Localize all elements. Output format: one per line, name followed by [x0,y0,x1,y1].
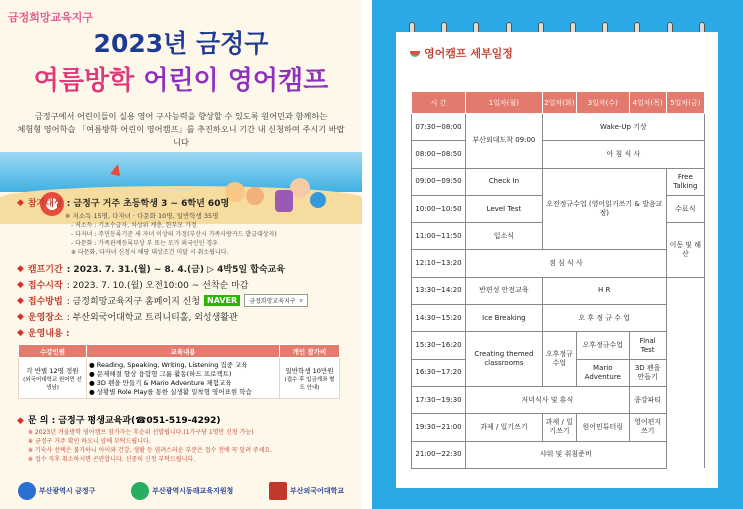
content-item: ● 문제해결 향상 융합형 그룹 활동(하드 프로젝트) [89,370,232,378]
content-item: ● 상황별 Role Play를 통한 실생활 밀착형 영어표현 학습 [89,388,252,396]
title-part-a: 여름방학 [33,66,144,96]
schedule-panel [372,0,743,509]
note-item: ※ 금정구 거주 확인 하오니 양해 부탁드립니다. [28,438,151,445]
schedule-header: 1일차(월) [466,92,543,114]
table-header: 개인 참가비 [280,345,340,358]
content-item: ● 3D 펜을 만들기 & Mario Adventure 체험교육 [89,379,232,387]
schedule-header: 4일차(목) [629,92,666,114]
schedule-cell: 영어편지쓰기 [629,414,666,441]
schedule-cell: Ice Breaking [466,305,543,332]
title-part-b: 어린이 영어캠프 [143,66,329,96]
schedule-header: 2일차(화) [542,92,576,114]
schedule-cell: 수료식 [666,195,704,222]
schedule-table [411,91,705,469]
search-icon: ⌕ [299,296,303,304]
schedule-cell: 종강파티 [629,386,666,413]
schedule-cell: 샤워 및 취침준비 [466,441,667,468]
target-note3: - 다자녀 : 주민등록기준 세 자녀 이상의 가정(부산시 가족사랑카드 발급대상자) [71,231,277,238]
target-row [17,196,337,209]
schedule-cell-empty [666,277,704,468]
content-label: 운영내용 : [27,329,70,339]
schedule-cell: 저녁식사 및 휴식 [466,386,630,413]
intro-line1: 금정구에서 어린이들이 실용 영어 구사능력을 향상할 수 있도록 원어민과 함께하는 [34,111,328,121]
logo-dongnae: 부산광역시동래교육지원청 [131,482,233,500]
time-cell: 16:30~17:20 [412,359,466,386]
schedule-cell: H R [542,277,666,304]
fee-note: (접수 후 입금계좌 별도 안내) [284,376,335,391]
schedule-cell: 오후정규수업 [542,332,576,387]
schedule-cell: 오 후 정 규 수 업 [542,305,666,332]
time-cell: 17:30~19:30 [412,386,466,413]
naver-logo: NAVER [204,295,240,306]
brand-logo-text: 금정희망교육지구 [8,11,94,24]
watermelon-icon: ◆ [17,327,24,338]
watermelon-icon: ◆ [17,197,24,208]
apply-method-label: 접수방법 [27,297,63,307]
target-value: : 금정구 거주 초등학생 3 ~ 6학년 60명 [66,199,230,209]
schedule-paper [396,32,718,488]
schedule-cell: 오전정규수업 (영어읽기쓰기 & 발음교정) [542,168,666,250]
search-text: 금정희망교육지구 [249,298,296,305]
target-note2: - 저소득 : 기초수급자, 차상위 계층, 한부모 가정 [71,222,197,229]
schedule-header: 5일차(금) [666,92,704,114]
watermelon-icon: ◆ [17,263,24,274]
target-note5: ※ 다문화, 다자녀 신청시 해당 대상조건 미달 시 취소됩니다. [71,249,229,256]
note-item: ※ 기숙사 선택은 불가하니 아이와 건강, 생활 등 염려스러운 부분은 접수 전에 꼭 알려 주세요. [28,447,273,454]
poster-panel [0,0,362,509]
apply-start-value: : 2023. 7. 10.(월) 오전10:00 ~ 선착순 마감 [66,281,249,291]
schedule-cell: 3D 펜을만들기 [629,359,666,386]
schedule-cell: 입소식 [466,223,543,250]
period-value: : 2023. 7. 31.(월) ~ 8. 4.(금) ▷ 4박5일 합숙교육 [66,265,285,275]
time-cell: 12:10~13:20 [412,250,466,277]
time-cell: 09:00~09:50 [412,168,466,195]
venue-row [17,310,337,323]
apply-method-value: : 금정희망교육지구 홈페이지 신청 [66,297,201,307]
apply-start-label: 접수시작 [27,281,63,291]
watermelon-icon: ◆ [17,279,24,290]
schedule-cell: 과제 / 일기쓰기 [542,414,576,441]
time-cell: 11:00~11:50 [412,223,466,250]
geumjeong-emblem-icon [18,482,36,500]
schedule-title: 영어캠프 세부일정 [410,45,513,61]
logo-bar [0,473,362,509]
time-cell: 14:30~15:20 [412,305,466,332]
time-cell: 15:30~16:20 [412,332,466,359]
schedule-cell: 점 심 식 사 [466,250,667,277]
target-label: 참가대상 [27,199,63,209]
people-value: 각 반별 12명 정원 [26,366,79,375]
info-section [17,196,337,342]
poster-title-line2 [0,60,362,97]
time-cell: 21:00~22:30 [412,441,466,468]
schedule-cell: Check In [466,168,543,195]
note-item: ※ 접수 직후 취소하시면 곤란합니다. 신중히 신청 부탁드립니다. [28,456,196,463]
target-note1: ※ 저소득 15명, 다자녀 · 다문화 10명, 일반학생 35명 [65,212,219,220]
table-header: 수강인원 [19,345,87,358]
watermelon-icon: ◆ [17,295,24,306]
table-header: 교육내용 [87,345,280,358]
venue-value: : 부산외국어대학교 트리니티홀, 외성생활관 [66,313,238,323]
schedule-cell: Free Talking [666,168,704,195]
table-cell-contents [87,358,280,399]
time-cell: 08:00~08:50 [412,141,466,168]
intro-line2: 체험형 영어학습 「여름방학 어린이 영어캠프」를 추진하오니 기간 내 신청하여 주시기 바랍니다 [17,124,345,147]
schedule-cell: 원어민튜터링 [576,414,629,441]
notes-list [28,428,272,464]
apply-start-row [17,278,337,291]
schedule-header: 3일차(수) [576,92,629,114]
time-cell: 13:30~14:20 [412,277,466,304]
schedule-cell: 아 침 식 사 [542,141,704,168]
watermelon-icon [410,51,420,57]
watermelon-icon: ◆ [17,416,24,426]
program-table [18,344,340,399]
logo-geumjeong: 부산광역시 금정구 [18,482,96,500]
office-emblem-icon [131,482,149,500]
schedule-cell: Mario Adventure [576,359,629,386]
content-row [17,326,337,339]
period-label: 캠프기간 [27,265,63,275]
search-box[interactable] [244,294,308,307]
table-cell-people [19,358,87,399]
target-note4: - 다문화 : 가족관계등록부상 부 또는 모가 외국인인 경우 [71,240,218,247]
schedule-cell: Wake-Up 기상 [542,114,704,141]
schedule-cell: Final Test [629,332,666,359]
schedule-header: 시 간 [412,92,466,114]
watermelon-icon: ◆ [17,311,24,322]
content-item: ● Reading, Speaking, Writing, Listening 집중 교육 [89,361,248,369]
time-cell: 19:30~21:00 [412,414,466,441]
period-row [17,262,337,275]
note-item: ※ 2023년 겨울방학 영어캠프 참가자는 후순위 선발됩니다.(1가구당 1명만 신청 가능) [28,429,254,436]
schedule-cell: Creating themed classrooms [466,332,543,387]
poster-title-line1: 2023년 금정구 [93,29,269,58]
time-cell: 10:00~10:50 [412,195,466,222]
intro-text [14,110,348,149]
contact-info: ◆ 문 의 : 금정구 평생교육과(☎051-519-4292) [17,416,221,426]
schedule-cell: 이동 및 해산 [666,223,704,278]
apply-method-row [17,294,337,307]
people-note: (외국어대학교 원어민 선생님) [23,376,82,391]
table-cell-fee [280,358,340,399]
schedule-cell: 과제 / 일기쓰기 [466,414,543,441]
schedule-cell: Level Test [466,195,543,222]
logo-bufs: 부산외국어대학교 [269,482,344,500]
university-emblem-icon [269,482,287,500]
fee-value: 일반학생 10만원 [285,366,334,375]
schedule-cell: 오후정규수업 [576,332,629,359]
venue-label: 운영장소 [27,313,63,323]
time-cell: 07:30~08:00 [412,114,466,141]
schedule-cell: 반편성 안전교육 [466,277,543,304]
schedule-cell: 부산외대도착 09:00 [466,114,543,169]
